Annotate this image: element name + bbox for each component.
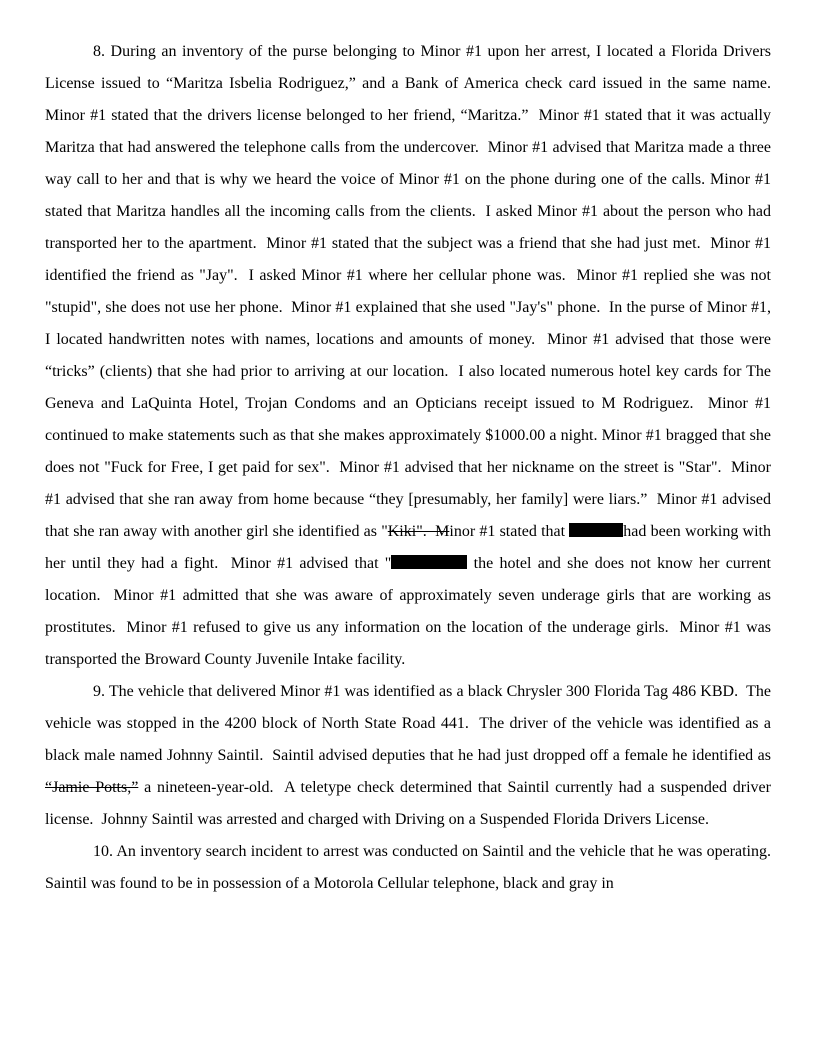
paragraph-9 [45,676,775,836]
struck-text: “Jamie Potts,” [45,779,139,796]
text-run: a nineteen-year-old. A teletype check determined that Saintil currently had a suspended driver license. Johnny Saintil was arrested and charged with Driving on a Suspended Florida Drivers License. [45,779,775,828]
paragraph-8 [45,36,779,676]
text-run: 10. An inventory search incident to arrest was conducted on Saintil and the vehicle that he was operating. Saintil was found to be in possession of a Motorola Cellular telephone, black and gray in [45,843,779,892]
text-run: inor #1 stated that [449,523,570,540]
text-run: 9. The vehicle that delivered Minor #1 was identified as a black Chrysler 300 Florida Tag 486 KBD. The vehicle was stopped in the 4200 block of North State Road 441. The driver of the vehicle was identified as a black male named Johnny Saintil. Saintil advised deputies that he had just dropped off a female he identified as [45,683,775,764]
struck-text: Kiki". M [387,523,450,540]
redaction-bar [569,523,623,537]
document-page [45,36,779,900]
text-run: 8. During an inventory of the purse belonging to Minor #1 upon her arrest, I located a Florida Drivers License issued to “Maritza Isbelia Rodriguez,” and a Bank of America check card issued in the same name. Minor #1 stated that the drivers license belonged to her friend, “Maritza.” Minor #1 stated that it was actually Maritza that had answered the telephone calls from the undercover. Minor #1 advised that Maritza made a three way call to her and that is why we heard the voice of Minor #1 on the phone during one of the calls. Minor #1 stated that Maritza handles all the incoming calls from the clients. I asked Minor #1 about the person who had transported her to the apartment. Minor #1 stated that the subject was a friend that she had just met. Minor #1 identified the friend as "Jay". I asked Minor #1 where her cellular phone was. Minor #1 replied she was not "stupid", she does not use her phone. Minor #1 explained that she used "Jay's" phone. In the purse of Minor #1, I located handwritten notes with names, locations and amounts of money. Minor #1 advised that those were “tricks” (clients) that she had prior to arriving at our location. I also located numerous hotel key cards for The Geneva and LaQuinta Hotel, Trojan Condoms and an Opticians receipt issued to M Rodriguez. Minor #1 continued to make statements such as that she makes approximately $1000.00 a night. Minor #1 bragged that she does not "Fuck for Free, I get paid for sex". Minor #1 advised that her nickname on the street is "Star". Minor #1 advised that she ran away from home because “they [presumably, her family] were liars.” Minor #1 advised that she ran away with another girl she identified as " [45,43,779,540]
text-run: had been working with her until they had a fight. Minor #1 advised that " [45,523,776,572]
paragraph-10 [45,836,779,900]
text-run: the hotel and she does not know her current location. Minor #1 admitted that she was aware of approximately seven underage girls that are working as prostitutes. Minor #1 refused to give us any information on the location of the underage girls. Minor #1 was transported the Broward County Juvenile Intake facility. [45,555,775,668]
redaction-bar [391,555,467,569]
